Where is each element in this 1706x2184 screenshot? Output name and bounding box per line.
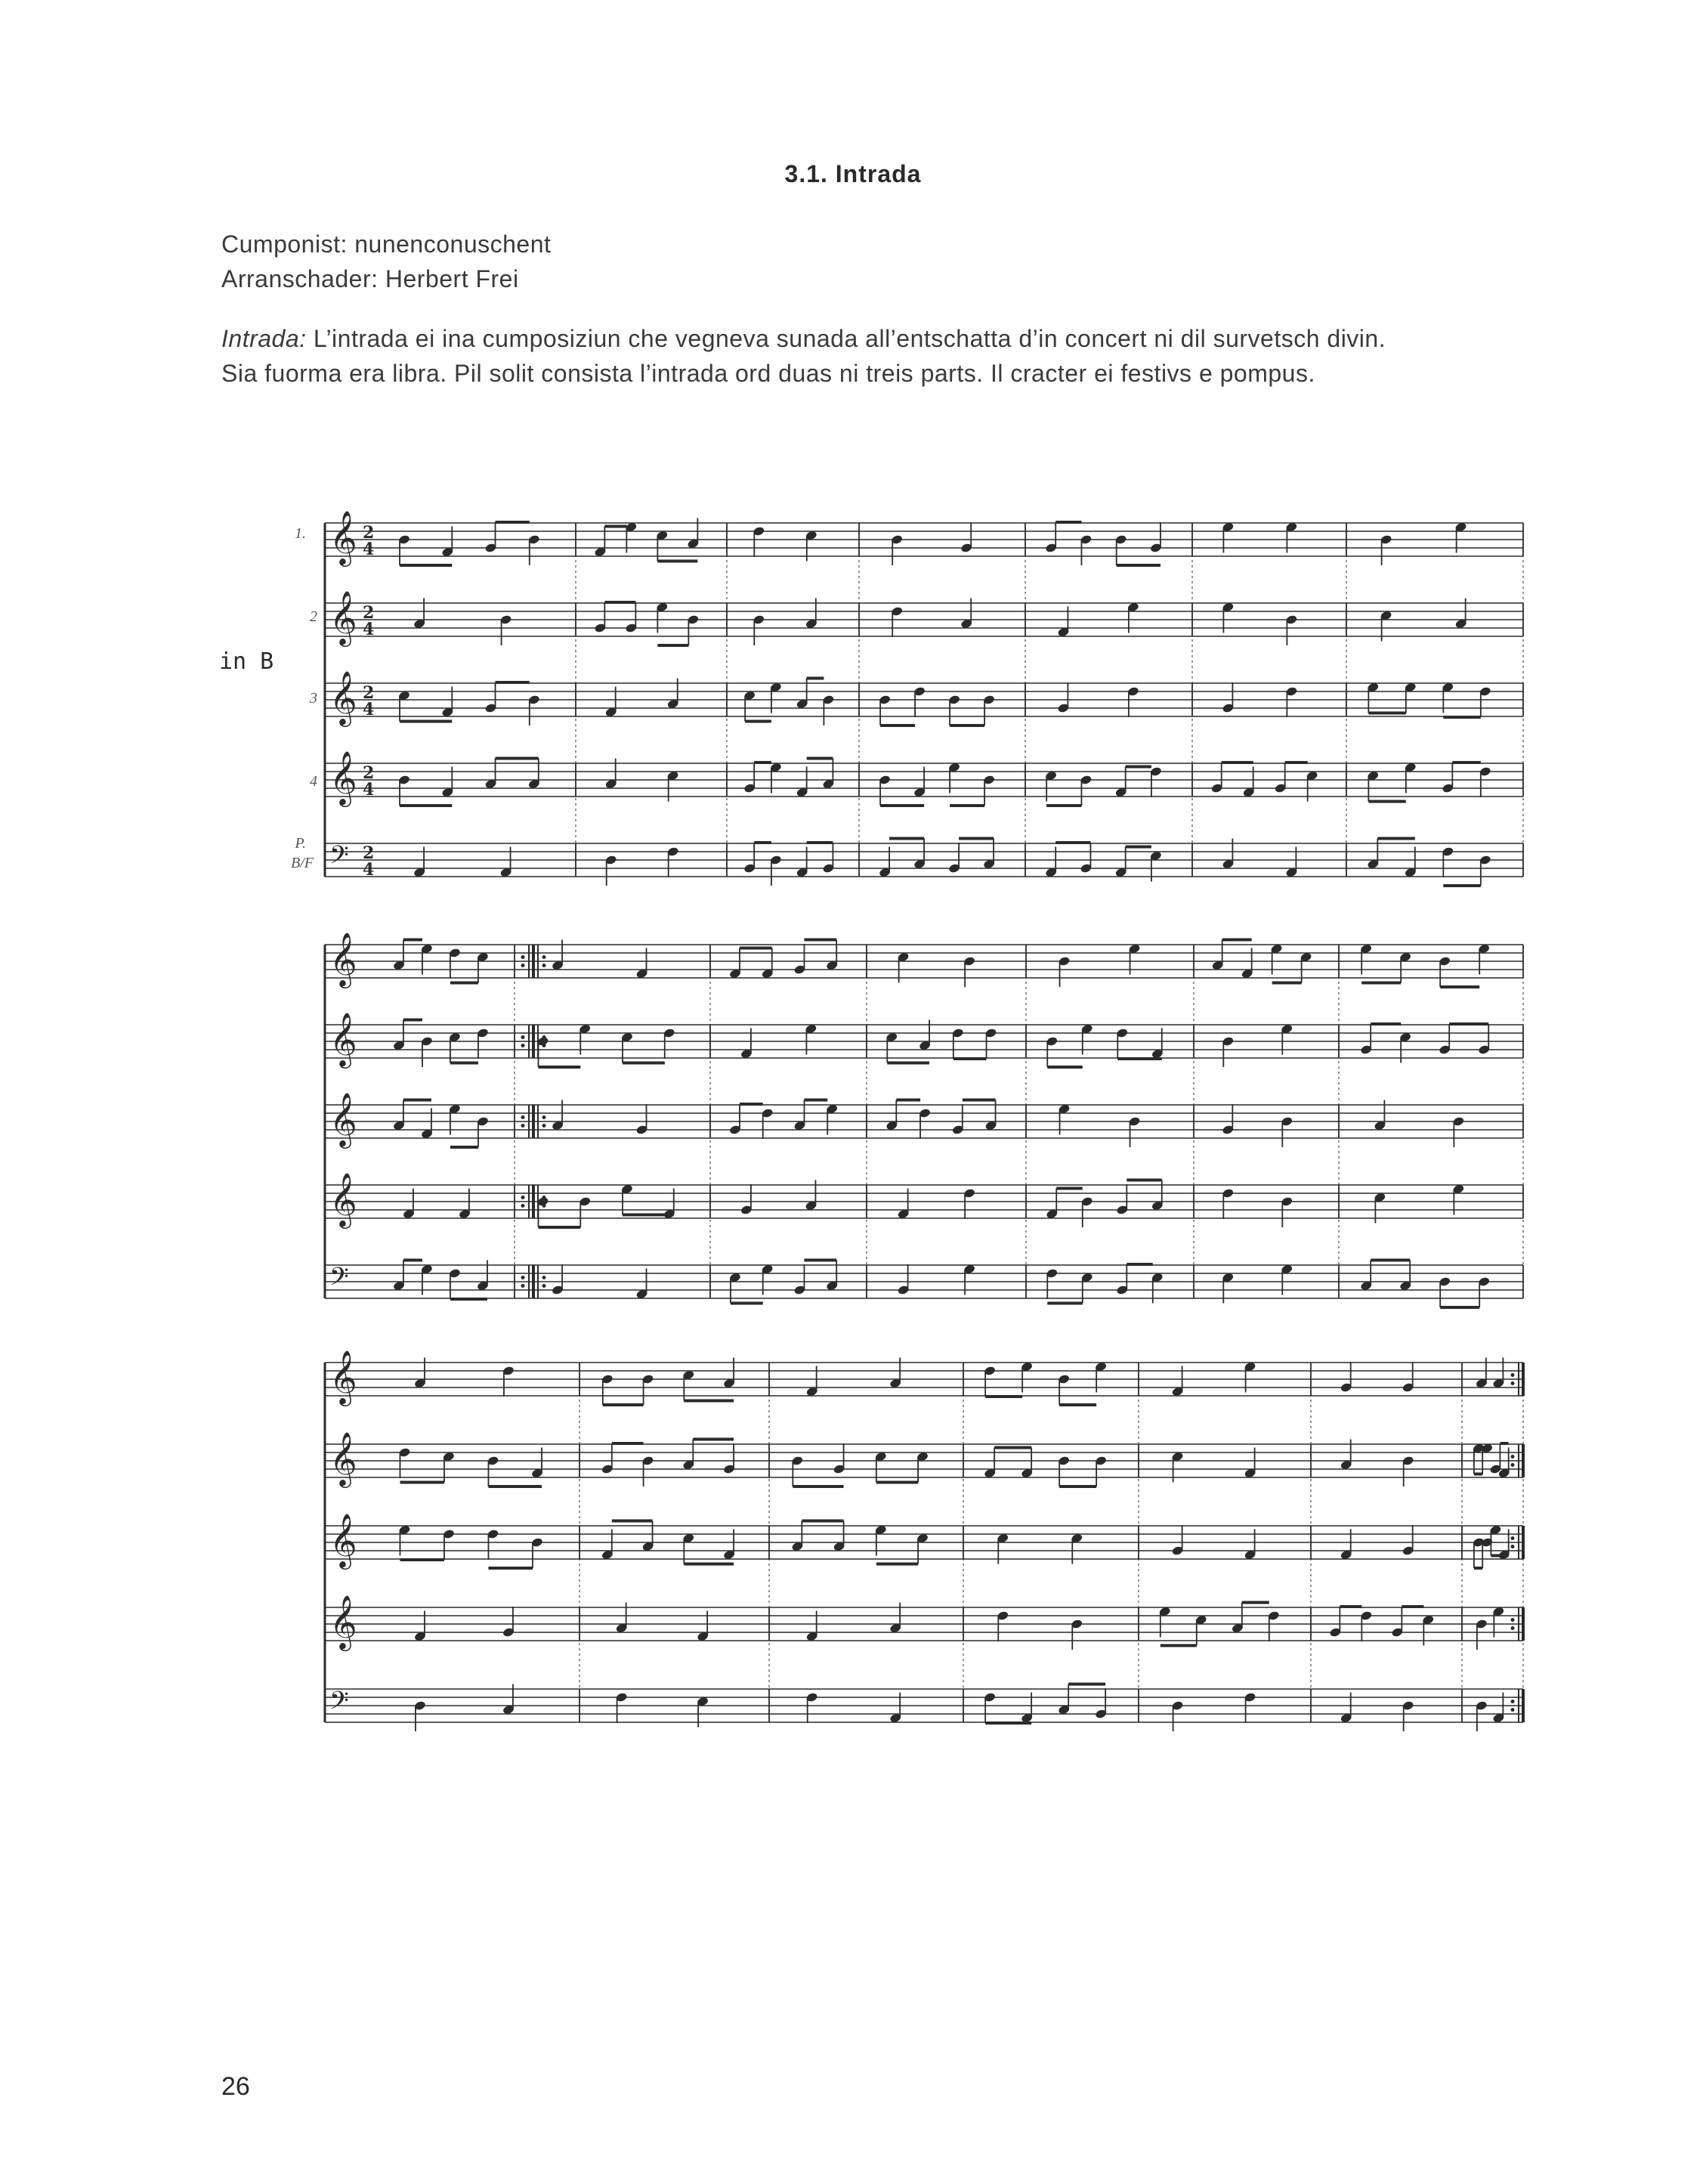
arranger-line: Arranschader: Herbert Frei: [221, 265, 519, 292]
bass-clef-icon: 𝄢: [329, 1687, 349, 1722]
intro-term: Intrada:: [221, 325, 307, 352]
repeat-dot: [1511, 1373, 1515, 1377]
repeat-dot: [521, 1196, 525, 1199]
composer-line: Cumponist: nunenconuschent: [221, 230, 552, 258]
repeat-dot: [521, 1276, 525, 1279]
time-signature-numerator: 2: [363, 683, 375, 703]
treble-clef-icon: 𝄞: [329, 589, 357, 645]
part-label-2: 2: [310, 608, 317, 625]
treble-clef-icon: 𝄞: [329, 931, 357, 986]
repeat-dot: [542, 1196, 546, 1199]
repeat-dot: [542, 1276, 546, 1279]
time-signature-numerator: 2: [363, 763, 375, 783]
repeat-dot: [521, 1284, 525, 1288]
repeat-dot: [1511, 1455, 1515, 1459]
bass-clef-icon: 𝄢: [329, 1263, 349, 1298]
repeat-dot: [521, 955, 525, 959]
repeat-dot: [521, 1124, 525, 1128]
part-label-3: 3: [310, 690, 317, 707]
part-label-bf: B/F: [291, 855, 314, 871]
treble-clef-icon: 𝄞: [329, 670, 357, 725]
treble-clef-icon: 𝄞: [329, 509, 357, 565]
treble-clef-icon: 𝄞: [329, 1349, 357, 1404]
time-signature-numerator: 2: [363, 523, 375, 543]
page-number: 26: [221, 2072, 250, 2101]
treble-clef-icon: 𝄞: [329, 1011, 357, 1066]
transposition-label: in B: [219, 648, 274, 675]
repeat-dot: [1511, 1463, 1515, 1467]
time-signature-denominator: 4: [363, 620, 375, 639]
repeat-dot: [542, 1204, 546, 1208]
time-signature-denominator: 4: [363, 780, 375, 800]
repeat-dot: [1511, 1708, 1515, 1712]
repeat-dot: [521, 964, 525, 967]
part-label-4: 4: [310, 773, 317, 790]
treble-clef-icon: 𝄞: [329, 1512, 357, 1567]
time-signature-numerator: 2: [363, 843, 375, 863]
repeat-dot: [1511, 1545, 1515, 1548]
repeat-dot: [521, 1204, 525, 1208]
part-label-p: P.: [295, 835, 306, 852]
repeat-dot: [542, 1035, 546, 1039]
treble-clef-icon: 𝄞: [329, 1594, 357, 1649]
repeat-dot: [1511, 1700, 1515, 1703]
time-signature-numerator: 2: [363, 603, 375, 623]
time-signature-denominator: 4: [363, 540, 375, 559]
repeat-dot: [542, 1044, 546, 1047]
part-label-1: 1.: [295, 525, 306, 542]
time-signature-denominator: 4: [363, 700, 375, 719]
time-signature-denominator: 4: [363, 860, 375, 880]
repeat-dot: [542, 955, 546, 959]
treble-clef-icon: 𝄞: [329, 1171, 357, 1227]
treble-clef-icon: 𝄞: [329, 750, 357, 805]
repeat-dot: [542, 1284, 546, 1288]
repeat-dot: [1511, 1536, 1515, 1540]
repeat-dot: [542, 1115, 546, 1119]
page-title: 3.1. Intrada: [784, 160, 922, 187]
treble-clef-icon: 𝄞: [329, 1431, 357, 1486]
repeat-dot: [542, 964, 546, 967]
bass-clef-icon: 𝄢: [329, 841, 349, 876]
repeat-dot: [521, 1115, 525, 1119]
repeat-dot: [542, 1124, 546, 1128]
repeat-dot: [521, 1035, 525, 1039]
repeat-dot: [1511, 1381, 1515, 1385]
repeat-dot: [1511, 1618, 1515, 1622]
repeat-dot: [1511, 1626, 1515, 1630]
intro-line-2: Sia fuorma era libra. Pil solit consista l’intrada ord duas ni treis parts. Il cracter ei festivs e pompus.: [221, 360, 1315, 387]
treble-clef-icon: 𝄞: [329, 1091, 357, 1146]
intro-text-1: L’intrada ei ina cumposiziun che vegneva sunada all’entschatta d’in concert ni dil survetsch divin.: [306, 325, 1386, 352]
repeat-dot: [521, 1044, 525, 1047]
